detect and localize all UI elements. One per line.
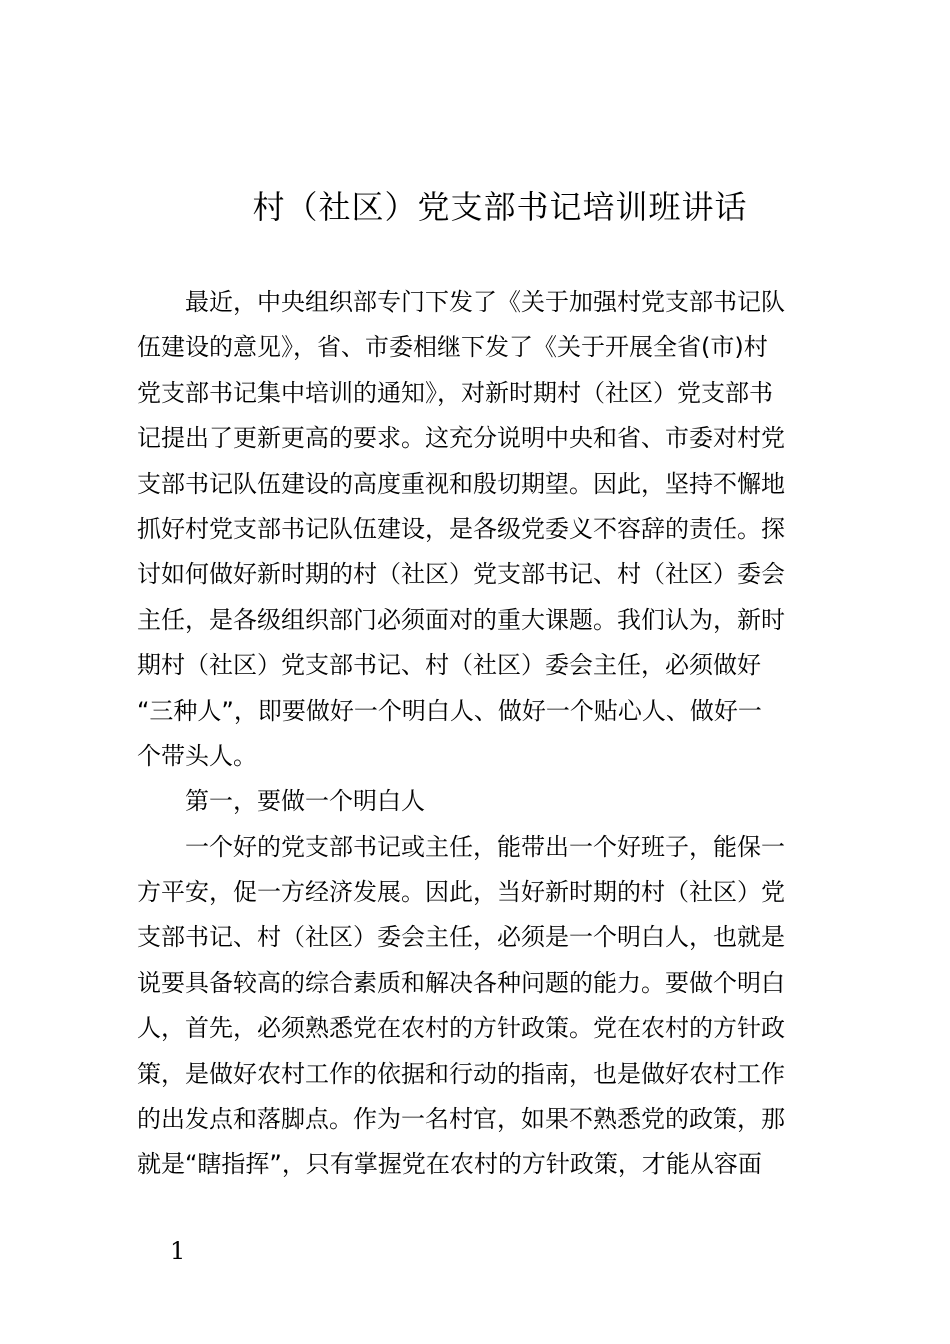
paragraph-line: 伍建设的意见》，省、市委相继下发了《关于开展全省(市)村 [137,333,768,362]
paragraph-line: “三种人”，即要做好一个明白人、做好一个贴心人、做好一 [137,696,762,725]
paragraph-line: 期村（社区）党支部书记、村（社区）委会主任，必须做好 [137,651,761,680]
paragraph-line: 策，是做好农村工作的依据和行动的指南，也是做好农村工作 [137,1059,785,1088]
paragraph-line: 方平安，促一方经济发展。因此，当好新时期的村（社区）党 [137,878,785,907]
paragraph-line: 说要具备较高的综合素质和解决各种问题的能力。要做个明白 [137,968,785,997]
document-title: 村（社区）党支部书记培训班讲话 [252,188,748,226]
paragraph-line: 讨如何做好新时期的村（社区）党支部书记、村（社区）委会 [137,560,785,589]
paragraph-line: 个带头人。 [137,741,257,770]
paragraph-line: 的出发点和落脚点。作为一名村官，如果不熟悉党的政策，那 [137,1105,785,1134]
paragraph-line: 支部书记、村（社区）委会主任，必须是一个明白人，也就是 [137,923,785,952]
paragraph-line: 支部书记队伍建设的高度重视和殷切期望。因此，坚持不懈地 [137,469,785,498]
page-number: 1 [170,1237,186,1265]
paragraph-line: 最近，中央组织部专门下发了《关于加强村党支部书记队 [185,288,785,316]
paragraph-line: 人，首先，必须熟悉党在农村的方针政策。党在农村的方针政 [137,1014,785,1043]
paragraph-line: 一个好的党支部书记或主任，能带出一个好班子，能保一 [185,832,785,861]
document-body [137,280,817,1188]
paragraph-line: 党支部书记集中培训的通知》，对新时期村（社区）党支部书 [137,378,773,407]
paragraph-line: 抓好村党支部书记队伍建设，是各级党委义不容辞的责任。探 [137,514,785,543]
paragraph-line: 记提出了更新更高的要求。这充分说明中央和省、市委对村党 [137,424,785,453]
paragraph-line: 主任，是各级组织部门必须面对的重大课题。我们认为，新时 [137,605,785,634]
paragraph-line: 就是“瞎指挥”，只有掌握党在农村的方针政策，才能从容面 [137,1150,762,1179]
section-heading: 第一，要做一个明白人 [185,787,425,816]
